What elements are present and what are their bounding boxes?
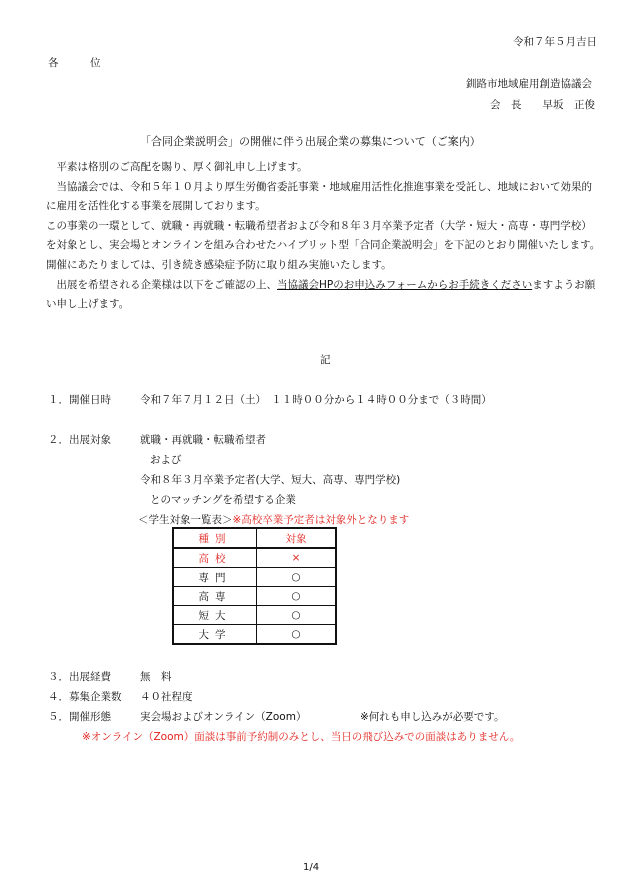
row-kind: 高専 xyxy=(173,587,257,606)
paragraph-application xyxy=(46,276,602,315)
item2-line1: 就職・再就職・転職希望者 xyxy=(140,434,266,446)
document-date: 令和７年５月吉日 xyxy=(513,36,597,48)
item2-line4: とのマッチングを希望する企業 xyxy=(150,494,296,506)
item2-line3: 令和８年３月卒業予定者(大学、短大、高専、専門学校) xyxy=(140,474,401,486)
paragraph-greeting: 平素は格別のご高配を賜り、厚く御礼申し上げます。 xyxy=(46,161,308,173)
row-kind: 専門 xyxy=(173,568,257,587)
item3-value: 無 料 xyxy=(140,671,172,683)
header-target: 対象 xyxy=(257,528,337,548)
item3-label: ３．出展経費 xyxy=(48,671,111,683)
row-mark: ○ xyxy=(257,568,337,587)
table-header-row xyxy=(173,528,336,548)
student-target-table xyxy=(172,527,337,645)
document-title: 「合同企業説明会」の開催に伴う出展企業の募集について（ご案内） xyxy=(140,135,481,148)
table-row xyxy=(173,548,336,568)
paragraph-intro: 当協議会では、令和５年１０月より厚生労働省委託事業・地域雇用活性化推進事業を受託し、地域において効果的に雇用を活性化する事業を展開しております。 xyxy=(46,180,592,213)
item4-value: ４０社程度 xyxy=(140,691,193,703)
item2-line2: および xyxy=(150,454,182,466)
row-kind: 短大 xyxy=(173,606,257,625)
online-interview-note: ※オンライン（Zoom）面談は事前予約制のみとし、当日の飛び込みでの面談はありません。 xyxy=(82,731,521,743)
row-mark: ○ xyxy=(257,606,337,625)
row-kind: 大学 xyxy=(173,625,257,645)
row-kind: 高校 xyxy=(173,548,257,568)
paragraph-event: この事業の一環として、就職・再就職・転職希望者および令和８年３月卒業予定者（大学・短大・高専・専門学校）を対象とし、実会場とオンラインを組み合わせたハイブリット型「合同企業説明会」を下記のとおり開催いたします。開催にあたりましては、引き続き感染症予防に取り組み実施いたします。 xyxy=(46,219,601,271)
caption-text: ＜学生対象一覧表＞ xyxy=(138,514,233,526)
ki-heading: 記 xyxy=(320,354,331,366)
item4-label: ４．募集企業数 xyxy=(48,691,122,703)
row-mark: ○ xyxy=(257,587,337,606)
table-row xyxy=(173,625,336,645)
recipient: 各 位 xyxy=(48,57,101,69)
item5-note: ※何れも申し込みが必要です。 xyxy=(360,711,505,723)
item1-label: １．開催日時 xyxy=(48,394,111,406)
application-text-a: 出展を希望される企業様は以下をご確認の上、 xyxy=(46,278,277,291)
student-table-caption xyxy=(138,512,409,527)
page-number: 1/4 xyxy=(303,862,320,873)
table-row xyxy=(173,587,336,606)
item2-label: ２．出展対象 xyxy=(48,434,111,446)
row-mark: ○ xyxy=(257,625,337,645)
sender-name: 会 長 早坂 正俊 xyxy=(490,99,595,111)
table-row xyxy=(173,568,336,587)
body-text xyxy=(46,158,602,315)
row-mark: × xyxy=(257,548,337,568)
item1-value: 令和７年７月１２日（土） １１時００分から１４時００分まで（３時間） xyxy=(140,394,492,406)
high-school-exclusion-note: ※高校卒業予定者は対象外となります xyxy=(232,514,410,526)
header-kind: 種別 xyxy=(173,528,257,548)
sender-organization: 釧路市地域雇用創造協議会 xyxy=(466,78,592,90)
item5-label: ５．開催形態 xyxy=(48,711,111,723)
application-link[interactable]: 当協議会HPのお申込みフォームからお手続きください xyxy=(277,278,533,291)
item5-value: 実会場およびオンライン（Zoom） xyxy=(140,711,307,723)
table-row xyxy=(173,606,336,625)
application-text-b: ますようお願い申し上げます。 xyxy=(46,278,596,311)
